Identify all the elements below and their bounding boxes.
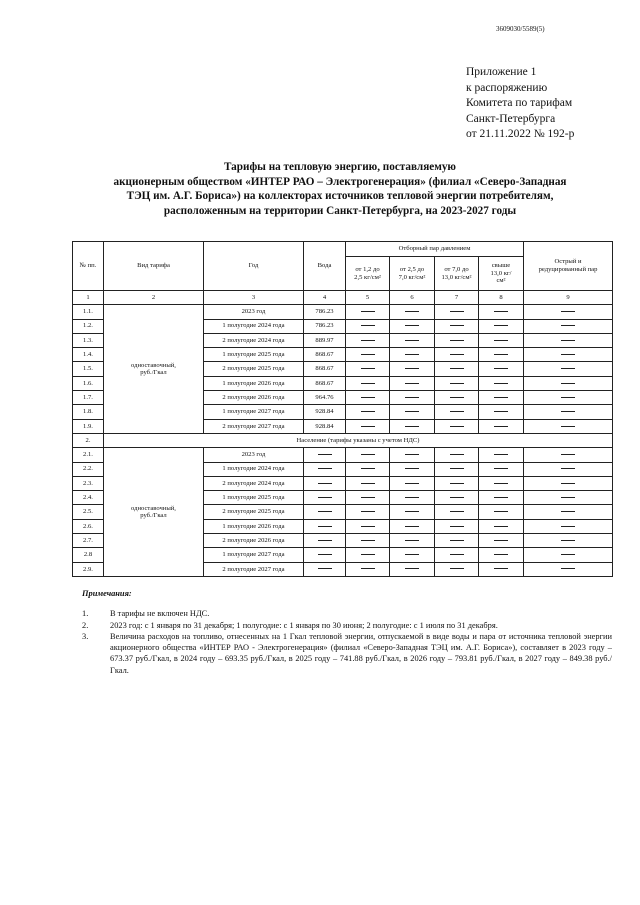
dash-mark: [318, 540, 332, 541]
dash-mark: [494, 540, 508, 541]
empty-value-cell: [479, 333, 524, 347]
empty-value-cell: [390, 391, 435, 405]
dash-mark: [361, 526, 375, 527]
dash-mark: [405, 311, 419, 312]
column-number: 8: [479, 291, 524, 305]
water-tariff: 786.23: [304, 305, 346, 319]
water-tariff: 868.67: [304, 362, 346, 376]
empty-value-cell: [524, 548, 613, 562]
row-number: 1.8.: [73, 405, 104, 419]
section-row: [73, 433, 613, 447]
dash-mark: [561, 354, 575, 355]
dash-mark: [494, 383, 508, 384]
dash-mark: [450, 468, 464, 469]
empty-value-cell: [304, 548, 346, 562]
tariffs-table: [72, 241, 613, 577]
dash-mark: [361, 454, 375, 455]
row-number: 2.1.: [73, 448, 104, 462]
dash-mark: [561, 383, 575, 384]
dash-mark: [405, 497, 419, 498]
dash-mark: [318, 568, 332, 569]
column-number: 1: [73, 291, 104, 305]
dash-mark: [405, 554, 419, 555]
row-year: 1 полугодие 2025 года: [204, 491, 304, 505]
dash-mark: [450, 554, 464, 555]
dash-mark: [361, 483, 375, 484]
empty-value-cell: [390, 405, 435, 419]
row-number: 2.9.: [73, 562, 104, 576]
empty-value-cell: [346, 476, 390, 490]
dash-mark: [561, 454, 575, 455]
dash-mark: [450, 340, 464, 341]
header-year: Год: [204, 242, 304, 291]
dash-mark: [361, 554, 375, 555]
empty-value-cell: [524, 419, 613, 433]
empty-value-cell: [435, 305, 479, 319]
dash-mark: [494, 397, 508, 398]
appendix-line: от 21.11.2022 № 192-р: [466, 128, 575, 140]
title-line: расположенным на территории Санкт-Петербурга, на 2023-2027 годы: [163, 204, 517, 217]
row-year: 1 полугодие 2025 года: [204, 348, 304, 362]
note-text: 2023 год: с 1 января по 31 декабря; 1 полугодие: с 1 января по 30 июня; 2 полугодие: с 1 июля по 31 декабря.: [110, 620, 498, 630]
water-tariff: 868.67: [304, 348, 346, 362]
tariff-type: одноставочный, руб./Гкал: [104, 448, 204, 577]
row-year: 1 полугодие 2024 года: [204, 462, 304, 476]
note-number: 3.: [82, 631, 89, 641]
empty-value-cell: [346, 362, 390, 376]
dash-mark: [405, 511, 419, 512]
title-line: акционерным обществом «ИНТЕР РАО – Электрогенерация» (филиал «Северо-Западная: [113, 175, 567, 188]
empty-value-cell: [390, 448, 435, 462]
empty-value-cell: [479, 419, 524, 433]
dash-mark: [405, 354, 419, 355]
header-sharp-steam: Острый и редуцированный пар: [524, 242, 613, 291]
empty-value-cell: [479, 519, 524, 533]
dash-mark: [494, 325, 508, 326]
water-tariff: 786.23: [304, 319, 346, 333]
empty-value-cell: [346, 405, 390, 419]
empty-value-cell: [435, 405, 479, 419]
dash-mark: [361, 383, 375, 384]
empty-value-cell: [524, 491, 613, 505]
empty-value-cell: [346, 462, 390, 476]
dash-mark: [494, 497, 508, 498]
empty-value-cell: [346, 319, 390, 333]
column-number: 6: [390, 291, 435, 305]
dash-mark: [561, 426, 575, 427]
dash-mark: [405, 340, 419, 341]
water-tariff: 889.97: [304, 333, 346, 347]
dash-mark: [561, 568, 575, 569]
appendix-block: [466, 65, 574, 143]
empty-value-cell: [390, 562, 435, 576]
dash-mark: [450, 526, 464, 527]
dash-mark: [405, 383, 419, 384]
empty-value-cell: [304, 534, 346, 548]
dash-mark: [318, 468, 332, 469]
column-number: 2: [104, 291, 204, 305]
row-year: 2 полугодие 2024 года: [204, 476, 304, 490]
empty-value-cell: [479, 491, 524, 505]
empty-value-cell: [524, 562, 613, 576]
dash-mark: [561, 468, 575, 469]
dash-mark: [318, 526, 332, 527]
dash-mark: [494, 368, 508, 369]
dash-mark: [494, 426, 508, 427]
dash-mark: [361, 311, 375, 312]
empty-value-cell: [435, 333, 479, 347]
empty-value-cell: [479, 405, 524, 419]
tariff-type: одноставочный, руб./Гкал: [104, 305, 204, 434]
row-number: 1.5.: [73, 362, 104, 376]
row-year: 2 полугодие 2026 года: [204, 391, 304, 405]
dash-mark: [561, 411, 575, 412]
empty-value-cell: [346, 376, 390, 390]
header-steam-3: от 7,0 до 13,0 кг/см²: [435, 257, 479, 291]
dash-mark: [561, 540, 575, 541]
dash-mark: [405, 426, 419, 427]
empty-value-cell: [524, 534, 613, 548]
dash-mark: [318, 554, 332, 555]
empty-value-cell: [346, 448, 390, 462]
row-number: 2.8: [73, 548, 104, 562]
header-num: № пп.: [73, 242, 104, 291]
dash-mark: [361, 354, 375, 355]
dash-mark: [318, 511, 332, 512]
row-year: 2 полугодие 2025 года: [204, 362, 304, 376]
dash-mark: [405, 483, 419, 484]
empty-value-cell: [435, 534, 479, 548]
empty-value-cell: [524, 405, 613, 419]
dash-mark: [361, 411, 375, 412]
empty-value-cell: [479, 534, 524, 548]
row-number: 1.1.: [73, 305, 104, 319]
empty-value-cell: [435, 362, 479, 376]
empty-value-cell: [524, 348, 613, 362]
dash-mark: [450, 454, 464, 455]
empty-value-cell: [390, 419, 435, 433]
dash-mark: [405, 368, 419, 369]
title-line: Тарифы на тепловую энергию, поставляемую: [224, 161, 456, 173]
table-row: [73, 448, 613, 462]
dash-mark: [450, 383, 464, 384]
dash-mark: [361, 368, 375, 369]
dash-mark: [450, 411, 464, 412]
dash-mark: [561, 368, 575, 369]
row-year: 2023 год: [204, 448, 304, 462]
row-number: 1.2.: [73, 319, 104, 333]
dash-mark: [361, 540, 375, 541]
empty-value-cell: [479, 305, 524, 319]
dash-mark: [405, 540, 419, 541]
dash-mark: [494, 511, 508, 512]
notes: [82, 588, 612, 676]
row-year: 1 полугодие 2026 года: [204, 376, 304, 390]
note-item: [82, 620, 612, 631]
row-year: 1 полугодие 2027 года: [204, 405, 304, 419]
empty-value-cell: [346, 305, 390, 319]
empty-value-cell: [479, 548, 524, 562]
dash-mark: [450, 483, 464, 484]
dash-mark: [561, 397, 575, 398]
dash-mark: [450, 397, 464, 398]
row-year: 2023 год: [204, 305, 304, 319]
dash-mark: [405, 526, 419, 527]
empty-value-cell: [390, 476, 435, 490]
empty-value-cell: [435, 448, 479, 462]
dash-mark: [450, 368, 464, 369]
empty-value-cell: [435, 348, 479, 362]
empty-value-cell: [390, 505, 435, 519]
dash-mark: [494, 354, 508, 355]
dash-mark: [450, 497, 464, 498]
empty-value-cell: [346, 519, 390, 533]
dash-mark: [494, 526, 508, 527]
empty-value-cell: [390, 376, 435, 390]
empty-value-cell: [304, 505, 346, 519]
dash-mark: [450, 325, 464, 326]
empty-value-cell: [479, 562, 524, 576]
section-title: Население (тарифы указаны с учетом НДС): [104, 433, 613, 447]
row-number: 1.6.: [73, 376, 104, 390]
note-number: 2.: [82, 620, 89, 630]
row-number: 2.7.: [73, 534, 104, 548]
empty-value-cell: [435, 548, 479, 562]
empty-value-cell: [304, 519, 346, 533]
dash-mark: [361, 468, 375, 469]
dash-mark: [494, 568, 508, 569]
appendix-line: к распоряжению: [466, 81, 548, 94]
dash-mark: [450, 426, 464, 427]
empty-value-cell: [304, 476, 346, 490]
water-tariff: 928.84: [304, 405, 346, 419]
appendix-line: Комитета по тарифам: [466, 97, 573, 109]
empty-value-cell: [435, 376, 479, 390]
empty-value-cell: [390, 534, 435, 548]
row-number: 2.5.: [73, 505, 104, 519]
dash-mark: [318, 483, 332, 484]
empty-value-cell: [479, 362, 524, 376]
dash-mark: [561, 311, 575, 312]
dash-mark: [361, 426, 375, 427]
dash-mark: [561, 554, 575, 555]
empty-value-cell: [435, 319, 479, 333]
dash-mark: [494, 340, 508, 341]
water-tariff: 964.76: [304, 391, 346, 405]
water-tariff: 868.67: [304, 376, 346, 390]
empty-value-cell: [435, 505, 479, 519]
appendix-line: Приложение 1: [466, 66, 537, 78]
empty-value-cell: [346, 348, 390, 362]
row-year: 2 полугодие 2027 года: [204, 419, 304, 433]
empty-value-cell: [435, 491, 479, 505]
dash-mark: [318, 454, 332, 455]
empty-value-cell: [304, 562, 346, 576]
empty-value-cell: [479, 348, 524, 362]
dash-mark: [494, 454, 508, 455]
empty-value-cell: [346, 548, 390, 562]
note-text: Величина расходов на топливо, отнесенных на 1 Гкал тепловой энергии, отпускаемой в виде воды и пара от источника тепловой энергии акционерного общества «ИНТЕР РАО - Электрогенерация» (филиал «Северо-Западная ТЭЦ им. А.Г. Борисa»), составляет в 2023 году – 673.37 руб./Гкал, в 2024 году – 693.35 руб./Гкал, в 2025 году – 741.88 руб./Гкал, в 2026 году – 793.81 руб./Гкал, в 2027 году – 849.38 руб./Гкал.: [110, 631, 612, 675]
appendix-line: Санкт-Петербурга: [466, 112, 556, 125]
dash-mark: [405, 411, 419, 412]
empty-value-cell: [346, 534, 390, 548]
dash-mark: [361, 340, 375, 341]
empty-value-cell: [435, 419, 479, 433]
dash-mark: [405, 454, 419, 455]
row-number: 2.2.: [73, 462, 104, 476]
empty-value-cell: [435, 562, 479, 576]
header-water: Вода: [304, 242, 346, 291]
row-number: 1.9.: [73, 419, 104, 433]
row-number: 2.6.: [73, 519, 104, 533]
dash-mark: [494, 411, 508, 412]
column-number: 9: [524, 291, 613, 305]
dash-mark: [405, 325, 419, 326]
empty-value-cell: [390, 548, 435, 562]
empty-value-cell: [524, 362, 613, 376]
dash-mark: [494, 468, 508, 469]
dash-mark: [405, 397, 419, 398]
row-year: 2 полугодие 2026 года: [204, 534, 304, 548]
note-item: [82, 608, 612, 619]
row-number: 1.3.: [73, 333, 104, 347]
empty-value-cell: [346, 562, 390, 576]
empty-value-cell: [435, 476, 479, 490]
empty-value-cell: [346, 419, 390, 433]
row-year: 2 полугодие 2027 года: [204, 562, 304, 576]
dash-mark: [361, 497, 375, 498]
empty-value-cell: [524, 505, 613, 519]
empty-value-cell: [390, 319, 435, 333]
header-steam-2: от 2,5 до 7,0 кг/см²: [390, 257, 435, 291]
empty-value-cell: [435, 391, 479, 405]
empty-value-cell: [479, 319, 524, 333]
document-number: 3609030/5589(5): [496, 25, 545, 33]
dash-mark: [561, 526, 575, 527]
dash-mark: [450, 568, 464, 569]
dash-mark: [561, 497, 575, 498]
empty-value-cell: [304, 491, 346, 505]
dash-mark: [405, 568, 419, 569]
row-year: 1 полугодие 2026 года: [204, 519, 304, 533]
row-year: 2 полугодие 2025 года: [204, 505, 304, 519]
dash-mark: [561, 340, 575, 341]
header-steam-1: от 1,2 до 2,5 кг/см²: [346, 257, 390, 291]
empty-value-cell: [524, 376, 613, 390]
dash-mark: [361, 511, 375, 512]
empty-value-cell: [390, 462, 435, 476]
row-number: 2.4.: [73, 491, 104, 505]
column-number: 7: [435, 291, 479, 305]
empty-value-cell: [524, 476, 613, 490]
header-tariff-type: Вид тарифа: [104, 242, 204, 291]
empty-value-cell: [390, 362, 435, 376]
dash-mark: [361, 568, 375, 569]
water-tariff: 928.84: [304, 419, 346, 433]
empty-value-cell: [479, 376, 524, 390]
note-item: [82, 631, 612, 676]
empty-value-cell: [524, 448, 613, 462]
row-number: 2.3.: [73, 476, 104, 490]
empty-value-cell: [479, 448, 524, 462]
dash-mark: [494, 554, 508, 555]
document-title: [60, 160, 620, 218]
empty-value-cell: [390, 491, 435, 505]
empty-value-cell: [479, 391, 524, 405]
note-number: 1.: [82, 609, 89, 619]
dash-mark: [450, 354, 464, 355]
empty-value-cell: [524, 333, 613, 347]
empty-value-cell: [524, 462, 613, 476]
dash-mark: [450, 540, 464, 541]
empty-value-cell: [479, 462, 524, 476]
empty-value-cell: [435, 462, 479, 476]
empty-value-cell: [390, 333, 435, 347]
dash-mark: [405, 468, 419, 469]
empty-value-cell: [524, 319, 613, 333]
row-year: 1 полугодие 2027 года: [204, 548, 304, 562]
row-year: 1 полугодие 2024 года: [204, 319, 304, 333]
note-text: В тарифы не включен НДС.: [110, 609, 210, 619]
section-number: 2.: [73, 433, 104, 447]
empty-value-cell: [390, 519, 435, 533]
empty-value-cell: [346, 391, 390, 405]
dash-mark: [494, 483, 508, 484]
column-number: 4: [304, 291, 346, 305]
empty-value-cell: [524, 519, 613, 533]
empty-value-cell: [524, 305, 613, 319]
column-number: 5: [346, 291, 390, 305]
empty-value-cell: [346, 491, 390, 505]
empty-value-cell: [390, 305, 435, 319]
empty-value-cell: [346, 333, 390, 347]
dash-mark: [450, 311, 464, 312]
dash-mark: [561, 325, 575, 326]
header-steam-4: свыше 13,0 кг/см²: [479, 257, 524, 291]
row-number: 1.4.: [73, 348, 104, 362]
dash-mark: [361, 397, 375, 398]
column-number: 3: [204, 291, 304, 305]
empty-value-cell: [346, 505, 390, 519]
empty-value-cell: [304, 448, 346, 462]
table-row: [73, 305, 613, 319]
empty-value-cell: [390, 348, 435, 362]
dash-mark: [361, 325, 375, 326]
header-steam-group: Отборный пар давлением: [346, 242, 524, 257]
empty-value-cell: [435, 519, 479, 533]
row-number: 1.7.: [73, 391, 104, 405]
row-year: 2 полугодие 2024 года: [204, 333, 304, 347]
notes-heading: Примечания:: [82, 589, 132, 598]
dash-mark: [561, 511, 575, 512]
dash-mark: [494, 311, 508, 312]
title-line: ТЭЦ им. А.Г. Борисa») на коллекторах источников тепловой энергии потребителям,: [126, 190, 554, 202]
empty-value-cell: [524, 391, 613, 405]
empty-value-cell: [479, 505, 524, 519]
dash-mark: [318, 497, 332, 498]
dash-mark: [450, 511, 464, 512]
empty-value-cell: [304, 462, 346, 476]
dash-mark: [561, 483, 575, 484]
empty-value-cell: [479, 476, 524, 490]
